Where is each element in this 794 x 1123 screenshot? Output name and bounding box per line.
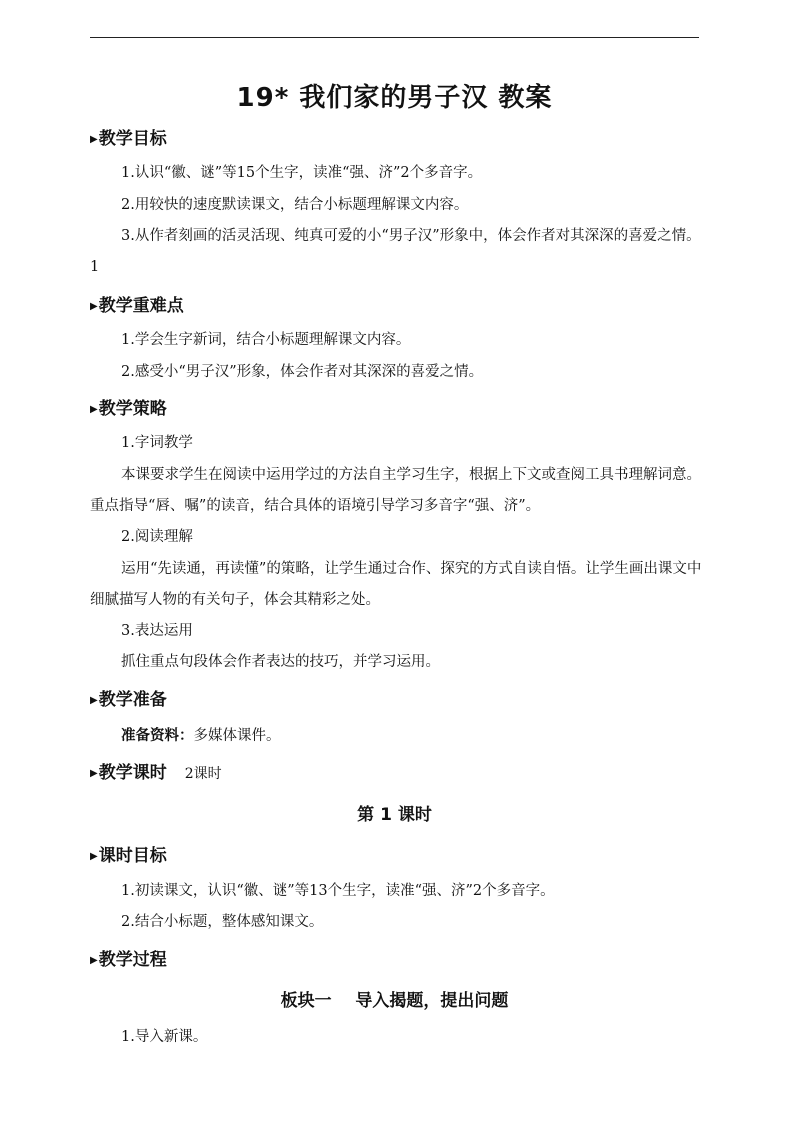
preparation-line (121, 721, 733, 752)
section-heading-strategy: ▶教学策略 (90, 397, 167, 422)
section-heading-goals: ▶教学目标 (90, 127, 167, 152)
section-heading-preparation: ▶教学准备 (90, 688, 167, 713)
block-title: 板块一 导入揭题，提出问题 (280, 991, 509, 1011)
key-point-item: 1.学会生字新词，结合小标题理解课文内容。 (121, 332, 411, 348)
strategy-subtitle: 2.阅读理解 (121, 529, 193, 545)
strategy-subtitle: 1.字词教学 (121, 435, 193, 451)
triangle-icon: ▶ (90, 695, 98, 706)
periods-value: 2课时 (184, 766, 222, 782)
lesson-goal-item: 2.结合小标题，整体感知课文。 (121, 914, 324, 930)
triangle-icon: ▶ (90, 404, 98, 415)
section-heading-lesson-goals: ▶课时目标 (90, 844, 167, 869)
strategy-paragraph: 运用“先读通，再读懂”的策略，让学生通过合作、探究的方式自读自悟。让学生画出课文中细腻描写人物的有关句子，体会其精彩之处。 (90, 561, 702, 608)
triangle-icon: ▶ (90, 301, 98, 312)
triangle-icon: ▶ (90, 768, 98, 779)
triangle-icon: ▶ (90, 134, 98, 145)
block-item: 1.导入新课。 (121, 1029, 208, 1045)
section-heading-key-points: ▶教学重难点 (90, 294, 184, 319)
strategy-paragraph: 本课要求学生在阅读中运用学过的方法自主学习生字，根据上下文或查阅工具书理解词意。重点指导“唇、嘱”的读音，结合具体的语境引导学习多音字“强、济”。 (90, 467, 701, 514)
lesson-goal-item: 1.初读课文，认识“徽、谜”等13个生字，读准“强、济”2个多音字。 (121, 883, 555, 899)
lesson-title: 第 1 课时 (357, 805, 432, 825)
page-title: 19* 我们家的男子汉 教案 (236, 83, 553, 113)
triangle-icon: ▶ (90, 851, 98, 862)
header-rule (90, 37, 699, 38)
preparation-label: 准备资料： (121, 728, 194, 744)
section-heading-periods: ▶教学课时 2课时 (90, 761, 222, 786)
goal-item: 2.用较快的速度默读课文，结合小标题理解课文内容。 (121, 197, 469, 213)
goal-item: 3.从作者刻画的活灵活现、纯真可爱的小“男子汉”形象中，体会作者对其深深的喜爱之情。1 (90, 228, 701, 275)
section-heading-process: ▶教学过程 (90, 948, 167, 973)
preparation-value: 多媒体课件。 (193, 728, 281, 744)
key-point-item: 2.感受小“男子汉”形象，体会作者对其深深的喜爱之情。 (121, 364, 484, 380)
strategy-paragraph: 抓住重点句段体会作者表达的技巧，并学习运用。 (121, 654, 440, 670)
triangle-icon: ▶ (90, 955, 98, 966)
strategy-subtitle: 3.表达运用 (121, 623, 193, 639)
goal-item: 1.认识“徽、谜”等15个生字，读准“强、济”2个多音字。 (121, 165, 483, 181)
